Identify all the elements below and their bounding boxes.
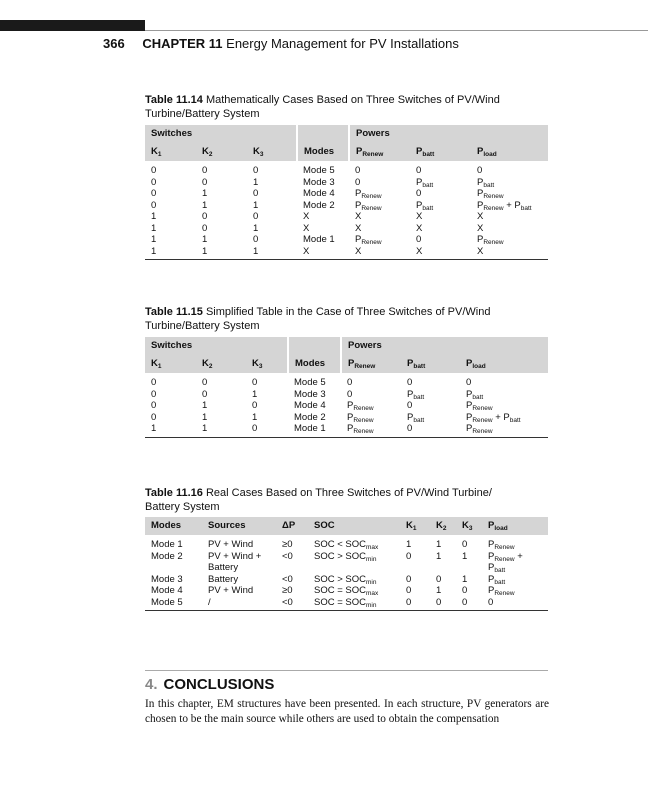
table-cell: Mode 4 bbox=[303, 188, 335, 199]
table-cell: 0 bbox=[406, 550, 412, 562]
table-cell: ≥0 bbox=[282, 585, 293, 596]
column-header: $P_{load}$ bbox=[482, 517, 548, 535]
table-cell: X bbox=[477, 211, 484, 222]
column-header-row bbox=[145, 517, 548, 535]
table-cell: 0 bbox=[253, 188, 259, 199]
table1-body bbox=[145, 161, 548, 260]
table-cell: $P_{Renew}$ bbox=[488, 539, 515, 551]
table3-label: Table 11.16 bbox=[145, 487, 203, 499]
powers-group-header: Powers bbox=[341, 337, 548, 355]
table-cell: 1 bbox=[436, 550, 442, 562]
table3-caption bbox=[145, 486, 525, 514]
table-row bbox=[145, 574, 548, 586]
chapter-label: CHAPTER 11 bbox=[142, 36, 223, 51]
table-row bbox=[145, 165, 548, 177]
table1-caption bbox=[145, 93, 525, 121]
table-cell: 1 bbox=[253, 199, 259, 211]
table-cell: $P_{Renew}$ bbox=[460, 423, 548, 437]
table-cell: 0 bbox=[253, 165, 259, 176]
table-row bbox=[145, 597, 548, 611]
table-cell: X bbox=[477, 222, 484, 234]
table-cell: 0 bbox=[202, 377, 208, 388]
table-cell: ≥0 bbox=[282, 539, 293, 550]
table-cell: 1 bbox=[202, 188, 208, 199]
table-cell: 1 bbox=[151, 211, 157, 222]
column-header-row bbox=[145, 355, 548, 373]
table-cell: $P_{Renew} + P_{batt}$ bbox=[477, 199, 532, 212]
table-cell: 1 bbox=[196, 423, 246, 437]
table-cell: <0 bbox=[282, 550, 293, 562]
table-cell: 0 bbox=[477, 165, 483, 176]
table-cell: PV + Wind + Battery bbox=[208, 550, 262, 573]
table-cell: 1 bbox=[462, 550, 468, 562]
powers-group-header: Powers bbox=[349, 125, 548, 143]
table-cell: 0 bbox=[347, 377, 353, 388]
table-cell: X bbox=[349, 246, 410, 260]
table-cell: 0 bbox=[202, 165, 208, 176]
table1-label: Table 11.14 bbox=[145, 94, 203, 106]
table-row bbox=[145, 551, 548, 574]
table-cell: 0 bbox=[151, 400, 157, 411]
table-row bbox=[145, 389, 548, 401]
table-11-14 bbox=[145, 125, 548, 260]
table-cell: 1 bbox=[436, 585, 442, 596]
table-cell: 0 bbox=[253, 211, 259, 222]
column-header: $P_{Renew}$ bbox=[349, 143, 410, 161]
table-cell: 1 bbox=[196, 246, 247, 260]
table-cell: SOC < $SOC_{max}$ bbox=[314, 539, 379, 551]
section-number: 4. bbox=[145, 676, 158, 693]
blank-header bbox=[297, 125, 349, 143]
column-header: SOC bbox=[308, 517, 400, 535]
column-header: $K_3$ bbox=[246, 355, 288, 373]
table-cell: 0 bbox=[416, 188, 422, 199]
table-cell: $P_{Renew}$ bbox=[347, 400, 374, 412]
table-row bbox=[145, 234, 548, 246]
table-cell: 1 bbox=[145, 423, 196, 437]
table-cell: 1 bbox=[253, 176, 259, 188]
table-row bbox=[145, 223, 548, 235]
table2-caption-text: Simplified Table in the Case of Three Switches of PV/Wind Turbine/Battery System bbox=[145, 306, 491, 332]
table-cell: 0 bbox=[355, 176, 361, 188]
table-cell: 0 bbox=[436, 573, 442, 585]
table-cell: 0 bbox=[151, 165, 157, 176]
table-cell: $P_{batt}$ bbox=[407, 411, 425, 424]
table-cell: $P_{Renew}$ bbox=[477, 234, 504, 246]
table-cell: PV + Wind bbox=[208, 539, 254, 550]
table-cell: 0 bbox=[151, 388, 157, 400]
table-cell: 1 bbox=[252, 411, 258, 423]
table-cell: 0 bbox=[246, 423, 288, 437]
table-cell: / bbox=[202, 597, 276, 611]
section-heading bbox=[145, 676, 274, 693]
table-row bbox=[145, 412, 548, 424]
table-11-15 bbox=[145, 337, 548, 438]
table-cell: <0 bbox=[282, 573, 293, 585]
table-cell: 1 bbox=[151, 234, 157, 245]
table-cell: $P_{batt}$ bbox=[466, 388, 484, 401]
table-cell: $P_{Renew}$ bbox=[355, 199, 382, 212]
table-cell: SOC > $SOC_{min}$ bbox=[314, 573, 377, 586]
table-row bbox=[145, 177, 548, 189]
table-cell: 0 bbox=[253, 234, 259, 245]
table-cell: $P_{Renew}$ bbox=[341, 423, 401, 437]
table-cell: 0 bbox=[151, 411, 157, 423]
table-row bbox=[145, 585, 548, 597]
table-cell: Mode 3 bbox=[151, 573, 183, 585]
table-cell: 1 bbox=[247, 246, 297, 260]
table-cell: X bbox=[303, 222, 310, 234]
table-cell: Mode 5 bbox=[303, 165, 335, 176]
table-cell: 1 bbox=[202, 411, 208, 423]
table1-caption-text: Mathematically Cases Based on Three Switches of PV/Wind Turbine/Battery System bbox=[145, 94, 500, 120]
table-cell: $P_{Renew}$ bbox=[347, 411, 374, 424]
column-header: ΔP bbox=[276, 517, 308, 535]
table-11-16 bbox=[145, 517, 548, 611]
table-cell: SOC = $SOC_{max}$ bbox=[314, 585, 379, 597]
table-row bbox=[145, 400, 548, 412]
page-number: 366 bbox=[103, 36, 125, 51]
table-cell: $P_{Renew}$ bbox=[355, 188, 382, 200]
table-cell: $P_{batt}$ bbox=[488, 573, 506, 586]
table-cell: $P_{batt}$ bbox=[416, 199, 434, 212]
table-cell: X bbox=[297, 246, 349, 260]
table-cell: 0 bbox=[151, 199, 157, 211]
table-cell: X bbox=[303, 211, 310, 222]
header-bar bbox=[0, 20, 145, 31]
table-cell: $P_{Renew}$ bbox=[466, 400, 493, 412]
column-header: Modes bbox=[297, 143, 349, 161]
table-row bbox=[145, 539, 548, 551]
column-header: $P_{load}$ bbox=[471, 143, 548, 161]
table-cell: $P_{Renew} + P_{batt}$ bbox=[466, 411, 521, 424]
table-row bbox=[145, 423, 548, 437]
section-title: CONCLUSIONS bbox=[163, 676, 275, 693]
table-cell: X bbox=[355, 222, 362, 234]
table-cell: 0 bbox=[252, 377, 258, 388]
table-row bbox=[145, 211, 548, 223]
table2-body bbox=[145, 373, 548, 437]
table-cell: X bbox=[471, 246, 548, 260]
table-cell: Mode 2 bbox=[303, 199, 335, 211]
table-cell: 1 bbox=[252, 388, 258, 400]
chapter-title: Energy Management for PV Installations bbox=[226, 36, 459, 51]
running-header bbox=[103, 36, 459, 51]
table-cell: Mode 4 bbox=[151, 585, 183, 596]
table-cell: Mode 3 bbox=[303, 176, 335, 188]
table-cell: 0 bbox=[202, 211, 208, 222]
table-row bbox=[145, 246, 548, 260]
table-cell: $P_{Renew}$ bbox=[488, 585, 515, 597]
section-rule bbox=[145, 670, 548, 671]
table-cell: 1 bbox=[436, 539, 442, 550]
blank-header bbox=[288, 337, 341, 355]
table-cell: 1 bbox=[253, 222, 259, 234]
conclusions-paragraph: In this chapter, EM structures have been presented. In each structure, PV generators are chosen to be the main source while others are used to obtain the compensation bbox=[145, 698, 549, 725]
column-header: $P_{Renew}$ bbox=[341, 355, 401, 373]
table-cell: 1 bbox=[145, 246, 196, 260]
table-cell: X bbox=[416, 222, 423, 234]
column-header: $P_{batt}$ bbox=[410, 143, 471, 161]
table-cell: 0 bbox=[202, 176, 208, 188]
table-cell: 0 bbox=[252, 400, 258, 411]
table3-caption-text: Real Cases Based on Three Switches of PV/Wind Turbine/ Battery System bbox=[145, 487, 492, 513]
table-cell: 0 bbox=[406, 585, 412, 596]
table-cell: Mode 5 bbox=[145, 597, 202, 611]
table-cell: 0 bbox=[406, 573, 412, 585]
table-cell: 0 bbox=[462, 585, 468, 596]
table-row bbox=[145, 188, 548, 200]
table-cell: Mode 2 bbox=[151, 550, 183, 562]
header-rule bbox=[145, 30, 648, 31]
table-cell: 1 bbox=[202, 234, 208, 245]
column-header: Modes bbox=[288, 355, 341, 373]
table-cell: Mode 3 bbox=[294, 388, 326, 400]
table-cell: Mode 4 bbox=[294, 400, 326, 411]
column-header: Modes bbox=[145, 517, 202, 535]
table-cell: 1 bbox=[151, 222, 157, 234]
table-cell: 0 bbox=[456, 597, 482, 611]
table-cell: 0 bbox=[416, 234, 422, 245]
table-cell: Mode 1 bbox=[151, 539, 183, 550]
table-cell: $P_{Renew}$ + $P_{batt}$ bbox=[488, 550, 523, 574]
table-cell: $P_{Renew}$ bbox=[477, 188, 504, 200]
table-cell: SOC = $SOC_{min}$ bbox=[308, 597, 400, 611]
column-header: $K_3$ bbox=[456, 517, 482, 535]
table-cell: 0 bbox=[416, 165, 422, 176]
column-header: $K_1$ bbox=[145, 355, 196, 373]
table-cell: 0 bbox=[407, 400, 413, 411]
column-header: $K_2$ bbox=[196, 143, 247, 161]
table-cell: Mode 5 bbox=[294, 377, 326, 388]
table-cell: 0 bbox=[401, 423, 460, 437]
column-header: $K_1$ bbox=[400, 517, 430, 535]
table3-body bbox=[145, 535, 548, 611]
table-cell: 0 bbox=[482, 597, 548, 611]
table-cell: 1 bbox=[202, 199, 208, 211]
table-cell: 0 bbox=[151, 176, 157, 188]
column-header: Sources bbox=[202, 517, 276, 535]
table-cell: X bbox=[355, 211, 362, 222]
table-cell: X bbox=[410, 246, 471, 260]
column-header: $K_3$ bbox=[247, 143, 297, 161]
column-header: $K_2$ bbox=[196, 355, 246, 373]
table-cell: 0 bbox=[202, 222, 208, 234]
table-cell: PV + Wind bbox=[208, 585, 254, 596]
table2-caption bbox=[145, 305, 525, 333]
table-cell: $P_{batt}$ bbox=[477, 176, 495, 189]
table-cell: 1 bbox=[406, 539, 412, 550]
table-cell: Mode 1 bbox=[288, 423, 341, 437]
switches-group-header: Switches bbox=[145, 125, 297, 143]
table-cell: SOC > $SOC_{min}$ bbox=[314, 550, 377, 563]
table2-label: Table 11.15 bbox=[145, 306, 203, 318]
table-row bbox=[145, 377, 548, 389]
column-header: $K_2$ bbox=[430, 517, 456, 535]
table-cell: 0 bbox=[151, 188, 157, 199]
switches-group-header: Switches bbox=[145, 337, 288, 355]
table-cell: X bbox=[416, 211, 423, 222]
table-cell: 0 bbox=[347, 388, 353, 400]
table-cell: 0 bbox=[466, 377, 472, 388]
table-cell: $P_{batt}$ bbox=[416, 176, 434, 189]
table-cell: Mode 2 bbox=[294, 411, 326, 423]
column-header-row bbox=[145, 143, 548, 161]
table-row bbox=[145, 200, 548, 212]
table-cell: 0 bbox=[355, 165, 361, 176]
column-header: $P_{batt}$ bbox=[401, 355, 460, 373]
table-cell: Battery bbox=[208, 573, 239, 585]
column-header: $P_{load}$ bbox=[460, 355, 548, 373]
table-cell: 0 bbox=[202, 388, 208, 400]
table-cell: 0 bbox=[151, 377, 157, 388]
table-cell: 0 bbox=[407, 377, 413, 388]
table-cell: 0 bbox=[400, 597, 430, 611]
table-cell: Mode 1 bbox=[303, 234, 335, 245]
table-cell: $P_{Renew}$ bbox=[355, 234, 382, 246]
table-cell: <0 bbox=[276, 597, 308, 611]
table-cell: $P_{batt}$ bbox=[407, 388, 425, 401]
table-cell: 1 bbox=[202, 400, 208, 411]
table-cell: 0 bbox=[462, 539, 468, 550]
column-header: $K_1$ bbox=[145, 143, 196, 161]
table-cell: 0 bbox=[430, 597, 456, 611]
table-cell: 1 bbox=[462, 573, 468, 585]
